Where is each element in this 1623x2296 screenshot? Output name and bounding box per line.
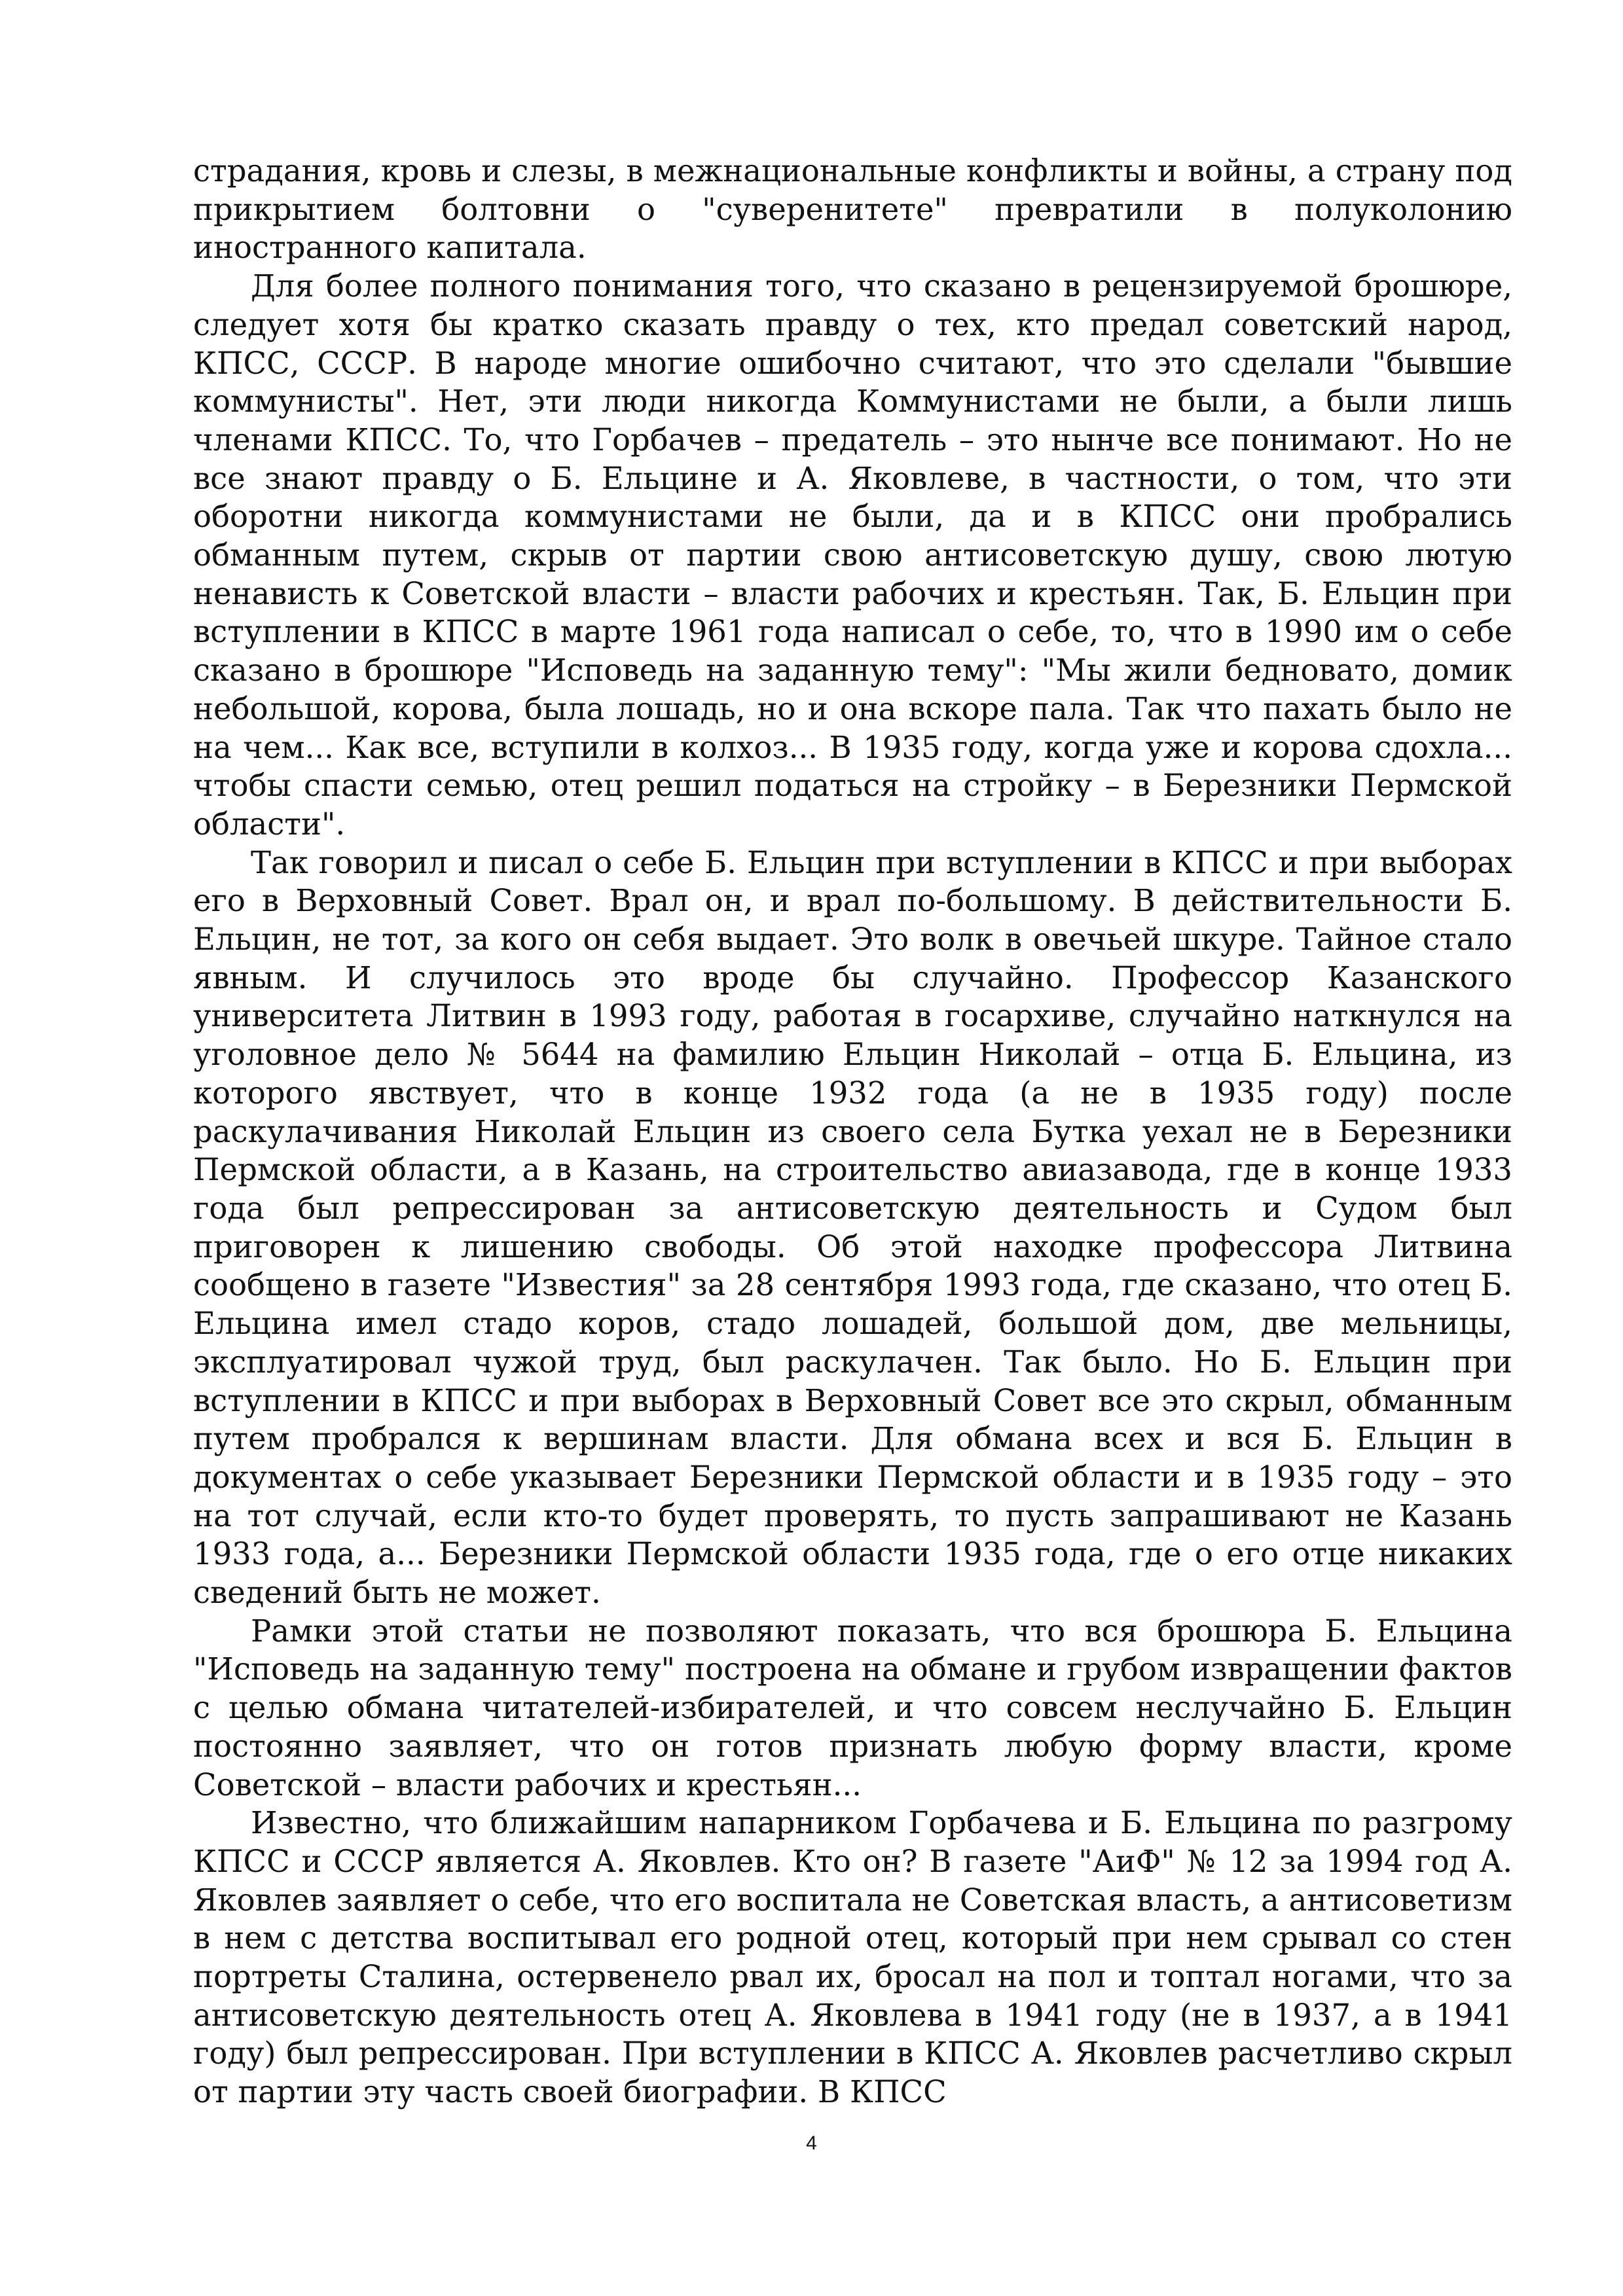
paragraph-4: Рамки этой статьи не позволяют показать, что вся брошюра Б. Ельцина "Исповедь на заданную тему" построена на обмане и грубом извращении фактов с целью обмана читателей-избирателей, и что совсем неслучайно Б. Ельцин постоянно заявляет, что он готов признать любую форму власти, кроме Советской – власти рабочих и крестьян...	[193, 1613, 1512, 1803]
paragraph-2: Для более полного понимания того, что сказано в рецензируемой брошюре, следует хотя бы кратко сказать правду о тех, кто предал советский народ, КПСС, СССР. В народе многие ошибочно считают, что это сделали "бывшие коммунисты". Нет, эти люди никогда Коммунистами не были, а были лишь членами КПСС. То, что Горбачев – предатель – это нынче все понимают. Но не все знают правду о Б. Ельцине и А. Яковлеве, в частности, о том, что эти оборотни никогда коммунистами не были, да и в КПСС они пробрались обманным путем, скрыв от партии свою антисоветскую душу, свою лютую ненависть к Советской власти – власти рабочих и крестьян. Так, Б. Ельцин при вступлении в КПСС в марте 1961 года написал о себе, то, что в 1990 им о себе сказано в брошюре "Исповедь на заданную тему": "Мы жили бедновато, домик небольшой, корова, была лошадь, но и она вскоре пала. Так что пахать было не на чем... Как все, вступили в колхоз... В 1935 году, когда уже и корова сдохла... чтобы спасти семью, отец решил податься на стройку – в Березники Пермской области".	[193, 268, 1512, 842]
paragraph-1: страдания, кровь и слезы, в межнациональные конфликты и войны, а страну под прикрытием болтовни о "суверенитете" превратили в полуколонию иностранного капитала.	[193, 153, 1512, 266]
body-text	[193, 152, 1512, 2111]
paragraph-3: Так говорил и писал о себе Б. Ельцин при вступлении в КПСС и при выборах его в Верховный Совет. Врал он, и врал по-большому. В действительности Б. Ельцин, не тот, за кого он себя выдает. Это волк в овечьей шкуре. Тайное стало явным. И случилось это вроде бы случайно. Профессор Казанского университета Литвин в 1993 году, работая в госархиве, случайно наткнулся на уголовное дело № 5644 на фамилию Ельцин Николай – отца Б. Ельцина, из которого явствует, что в конце 1932 года (а не в 1935 году) после раскулачивания Николай Ельцин из своего села Бутка уехал не в Березники Пермской области, а в Казань, на строительство авиазавода, где в конце 1933 года был репрессирован за антисоветскую деятельность и Судом был приговорен к лишению свободы. Об этой находке профессора Литвина сообщено в газете "Известия" за 28 сентября 1993 года, где сказано, что отец Б. Ельцина имел стадо коров, стадо лошадей, большой дом, две мельницы, эксплуатировал чужой труд, был раскулачен. Так было. Но Б. Ельцин при вступлении в КПСС и при выборах в Верховный Совет все это скрыл, обманным путем пробрался к вершинам власти. Для обмана всех и вся Б. Ельцин в документах о себе указывает Березники Пермской области и в 1935 году – это на тот случай, если кто-то будет проверять, то пусть запрашивают не Казань 1933 года, а... Березники Пермской области 1935 года, где о его отце никаких сведений быть не может.	[193, 844, 1512, 1611]
page-number: 4	[806, 2132, 817, 2154]
paragraph-5: Известно, что ближайшим напарником Горбачева и Б. Ельцина по разгрому КПСС и СССР является А. Яковлев. Кто он? В газете "АиФ" № 12 за 1994 год А. Яковлев заявляет о себе, что его воспитала не Советская власть, а антисоветизм в нем с детства воспитывал его родной отец, который при нем срывал со стен портреты Сталина, остервенело рвал их, бросал на пол и топтал ногами, что за антисоветскую деятельность отец А. Яковлева в 1941 году (не в 1937, а в 1941 году) был репрессирован. При вступлении в КПСС А. Яковлев расчетливо скрыл от партии эту часть своей биографии. В КПСС	[193, 1805, 1512, 2110]
